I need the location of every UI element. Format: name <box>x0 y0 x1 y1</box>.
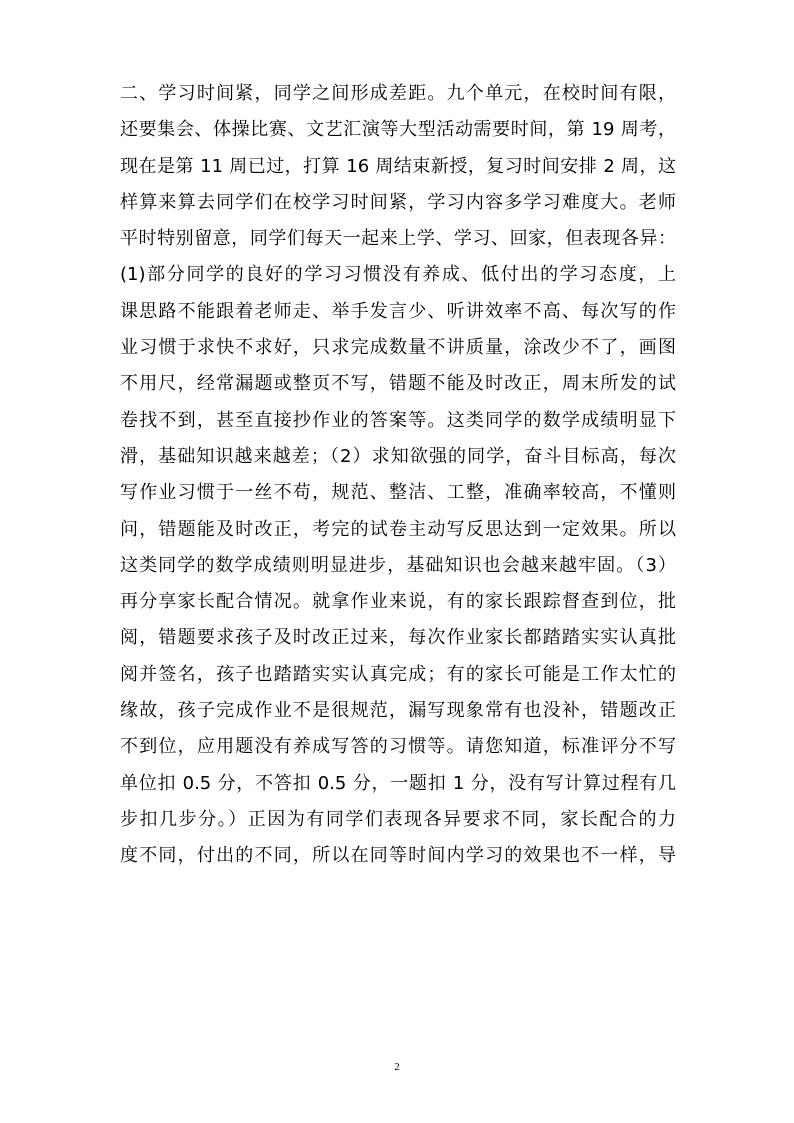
text-line-8: 业习惯于求快不求好，只求完成数量不讲质量，涂改少不了，画图 <box>120 337 676 359</box>
text-line-19: 不到位，应用题没有养成写答的习惯等。请您知道，标准评分不写 <box>120 736 676 758</box>
text-line-13: 问，错题能及时改正，考完的试卷主动写反思达到一定效果。所以 <box>120 518 676 540</box>
page-number: 2 <box>394 1061 400 1073</box>
text-line-4: 样算来算去同学们在校学习时间紧，学习内容多学习难度大。老师 <box>120 191 676 213</box>
text-line-16: 阅，错题要求孩子及时改正过来，每次作业家长都踏踏实实认真批 <box>120 627 676 649</box>
text-line-7: 课思路不能跟着老师走、举手发言少、听讲效率不高、每次写的作 <box>120 300 676 322</box>
text-line-10: 卷找不到，甚至直接抄作业的答案等。这类同学的数学成绩明显下 <box>120 409 676 431</box>
text-line-11: 滑，基础知识越来越差；（2）求知欲强的同学，奋斗目标高，每次 <box>120 445 676 467</box>
text-line-5: 平时特别留意，同学们每天一起来上学、学习、回家，但表现各异： <box>120 228 676 250</box>
text-line-9: 不用尺，经常漏题或整页不写，错题不能及时改正，周末所发的试 <box>120 373 676 395</box>
text-line-21: 步扣几步分。）正因为有同学们表现各异要求不同，家长配合的力 <box>120 808 676 830</box>
text-line-2: 还要集会、体操比赛、文艺汇演等大型活动需要时间，第 19 周考， <box>120 119 676 141</box>
text-line-18: 缘故，孩子完成作业不是很规范，漏写现象常有也没补，错题改正 <box>120 700 676 722</box>
body-paragraph <box>120 76 676 875</box>
text-line-14: 这类同学的数学成绩则明显进步，基础知识也会越来越牢固。（3） <box>120 554 676 576</box>
text-line-17: 阅并签名，孩子也踏踏实实认真完成；有的家长可能是工作太忙的 <box>120 663 676 685</box>
text-line-3: 现在是第 11 周已过，打算 16 周结束新授，复习时间安排 2 周，这 <box>120 155 676 177</box>
text-line-15: 再分享家长配合情况。就拿作业来说，有的家长跟踪督查到位，批 <box>120 591 676 613</box>
text-line-22: 度不同，付出的不同，所以在同等时间内学习的效果也不一样，导 <box>120 845 676 867</box>
text-line-20: 单位扣 0.5 分，不答扣 0.5 分，一题扣 1 分，没有写计算过程有几 <box>120 772 676 794</box>
text-line-12: 写作业习惯于一丝不苟，规范、整洁、工整，准确率较高，不懂则 <box>120 482 676 504</box>
text-line-6: (1)部分同学的良好的学习习惯没有养成、低付出的学习态度，上 <box>120 264 676 286</box>
text-line-1: 二、学习时间紧，同学之间形成差距。九个单元，在校时间有限， <box>120 83 676 104</box>
